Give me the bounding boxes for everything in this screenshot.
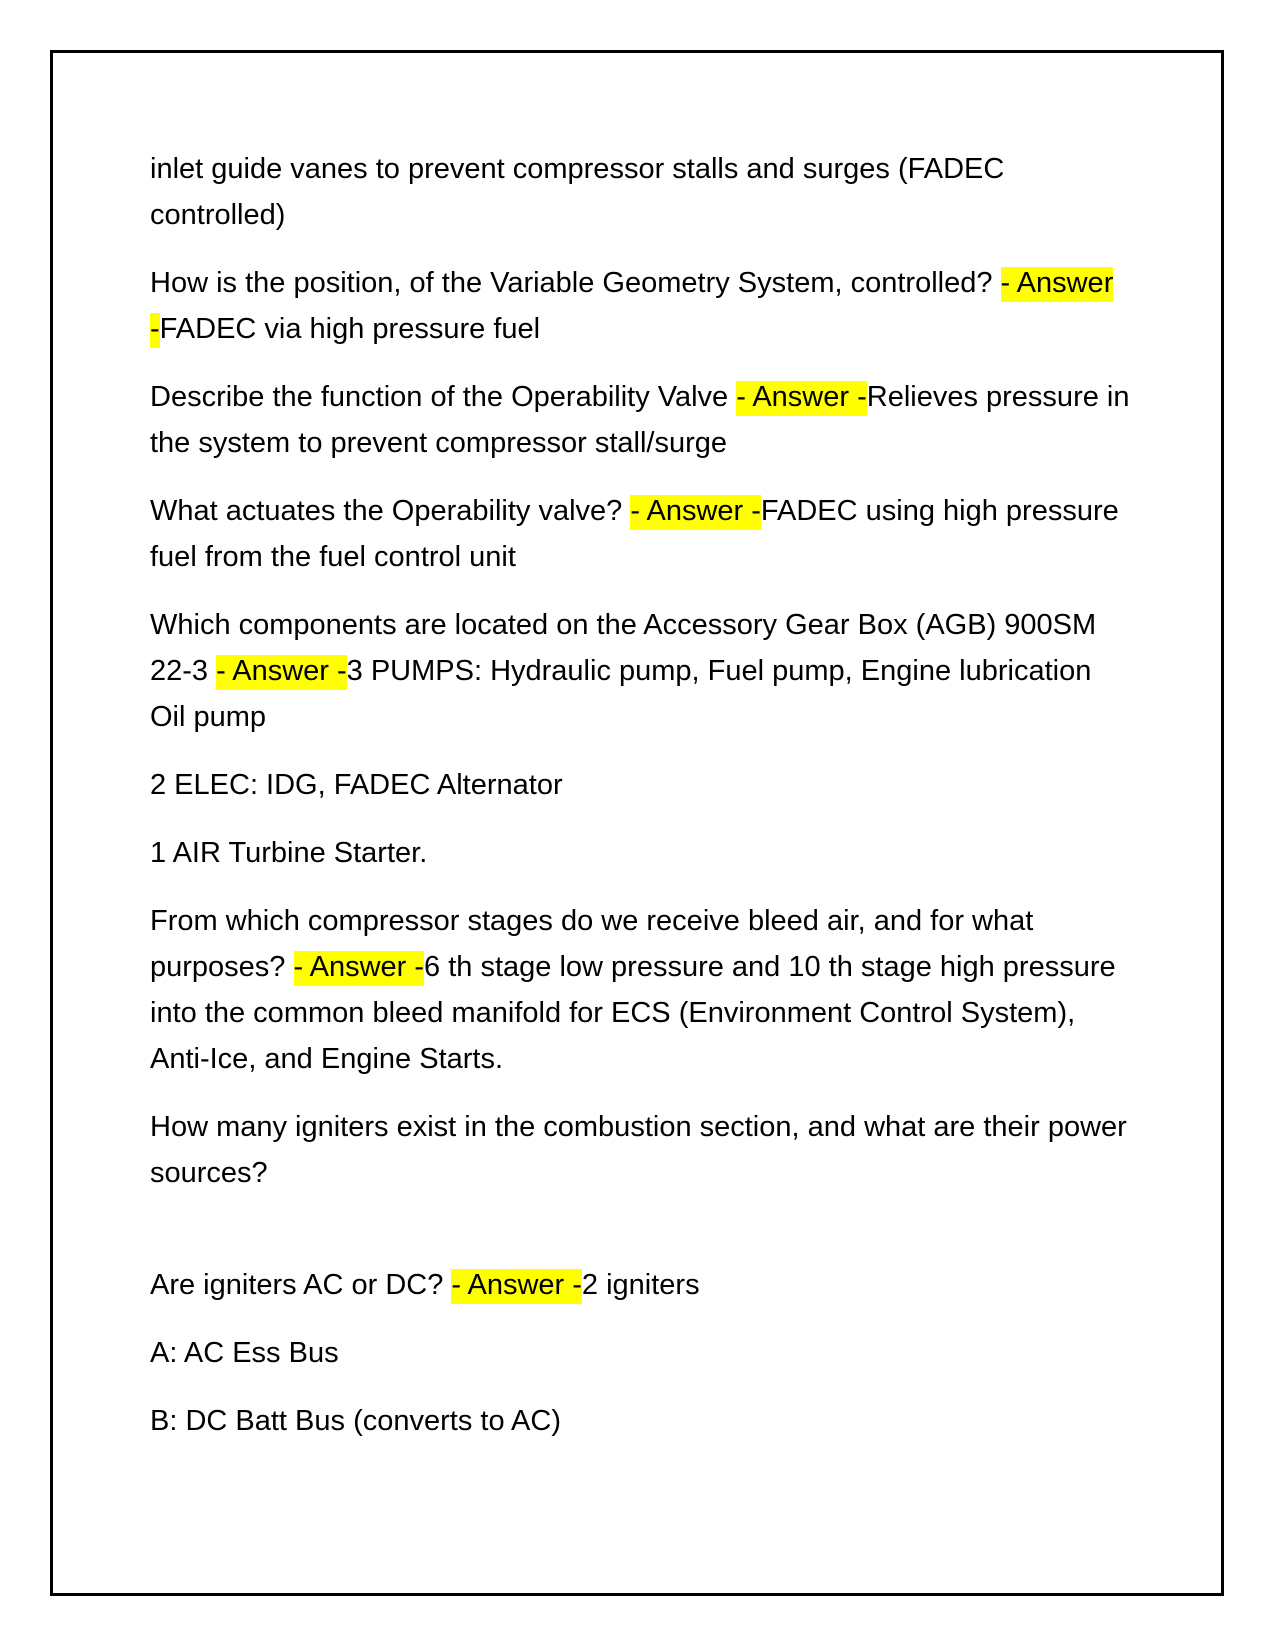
answer-text: 3 PUMPS: Hydraulic pump, Fuel pump, Engine lubrication Oil pump <box>150 655 1092 733</box>
answer-marker-highlight: - Answer - <box>451 1269 582 1304</box>
answer-marker-highlight: - Answer - <box>216 655 347 690</box>
question-text: From which compressor stages do we receive bleed air, and for what purposes? <box>150 905 1034 983</box>
paragraph-text: 1 AIR Turbine Starter. <box>150 837 428 869</box>
question-text: Which components are located on the Accessory Gear Box (AGB) 900SM 22-3 <box>150 609 1097 687</box>
paragraph-text: How many igniters exist in the combustion section, and what are their power sources? <box>150 1111 1127 1189</box>
answer-text: FADEC using high pressure fuel from the fuel control unit <box>150 495 1119 573</box>
paragraph-text: 2 ELEC: IDG, FADEC Alternator <box>150 769 563 801</box>
answer-marker-highlight: - Answer - <box>294 951 425 986</box>
paragraph-text: B: DC Batt Bus (converts to AC) <box>150 1405 561 1437</box>
answer-marker-highlight: - Answer - <box>736 381 867 416</box>
paragraph-elec <box>150 762 1130 808</box>
answer-marker-highlight: - Answer - <box>630 495 761 530</box>
qa-bleed-air <box>150 898 1130 1082</box>
document-body <box>150 146 1130 1466</box>
answer-text: 2 igniters <box>581 1269 700 1301</box>
paragraph-igniter-a <box>150 1330 1130 1376</box>
paragraph-igv <box>150 146 1130 238</box>
qa-agb-components <box>150 602 1130 740</box>
paragraph-igniter-b <box>150 1398 1130 1444</box>
blank-line <box>150 1218 1130 1262</box>
question-text: Are igniters AC or DC? <box>150 1269 452 1301</box>
answer-text: FADEC via high pressure fuel <box>159 313 541 345</box>
qa-variable-geometry <box>150 260 1130 352</box>
qa-operability-valve-actuation <box>150 488 1130 580</box>
answer-marker-highlight: - Answer - <box>150 267 1113 348</box>
answer-text: 6 th stage low pressure and 10 th stage high pressure into the common bleed manifold for ECS (Environment Control System), Anti-Ice, and Engine Starts. <box>150 951 1116 1075</box>
paragraph-text: inlet guide vanes to prevent compressor stalls and surges (FADEC controlled) <box>150 153 1005 231</box>
paragraph-igniters-question <box>150 1104 1130 1196</box>
question-text: Describe the function of the Operability Valve <box>150 381 737 413</box>
question-text: What actuates the Operability valve? <box>150 495 631 527</box>
paragraph-air <box>150 830 1130 876</box>
qa-igniters-ac-dc <box>150 1262 1130 1308</box>
question-text: How is the position, of the Variable Geometry System, controlled? <box>150 267 1001 299</box>
paragraph-text: A: AC Ess Bus <box>150 1337 339 1369</box>
qa-operability-valve-function <box>150 374 1130 466</box>
answer-text: Relieves pressure in the system to prevent compressor stall/surge <box>150 381 1130 459</box>
